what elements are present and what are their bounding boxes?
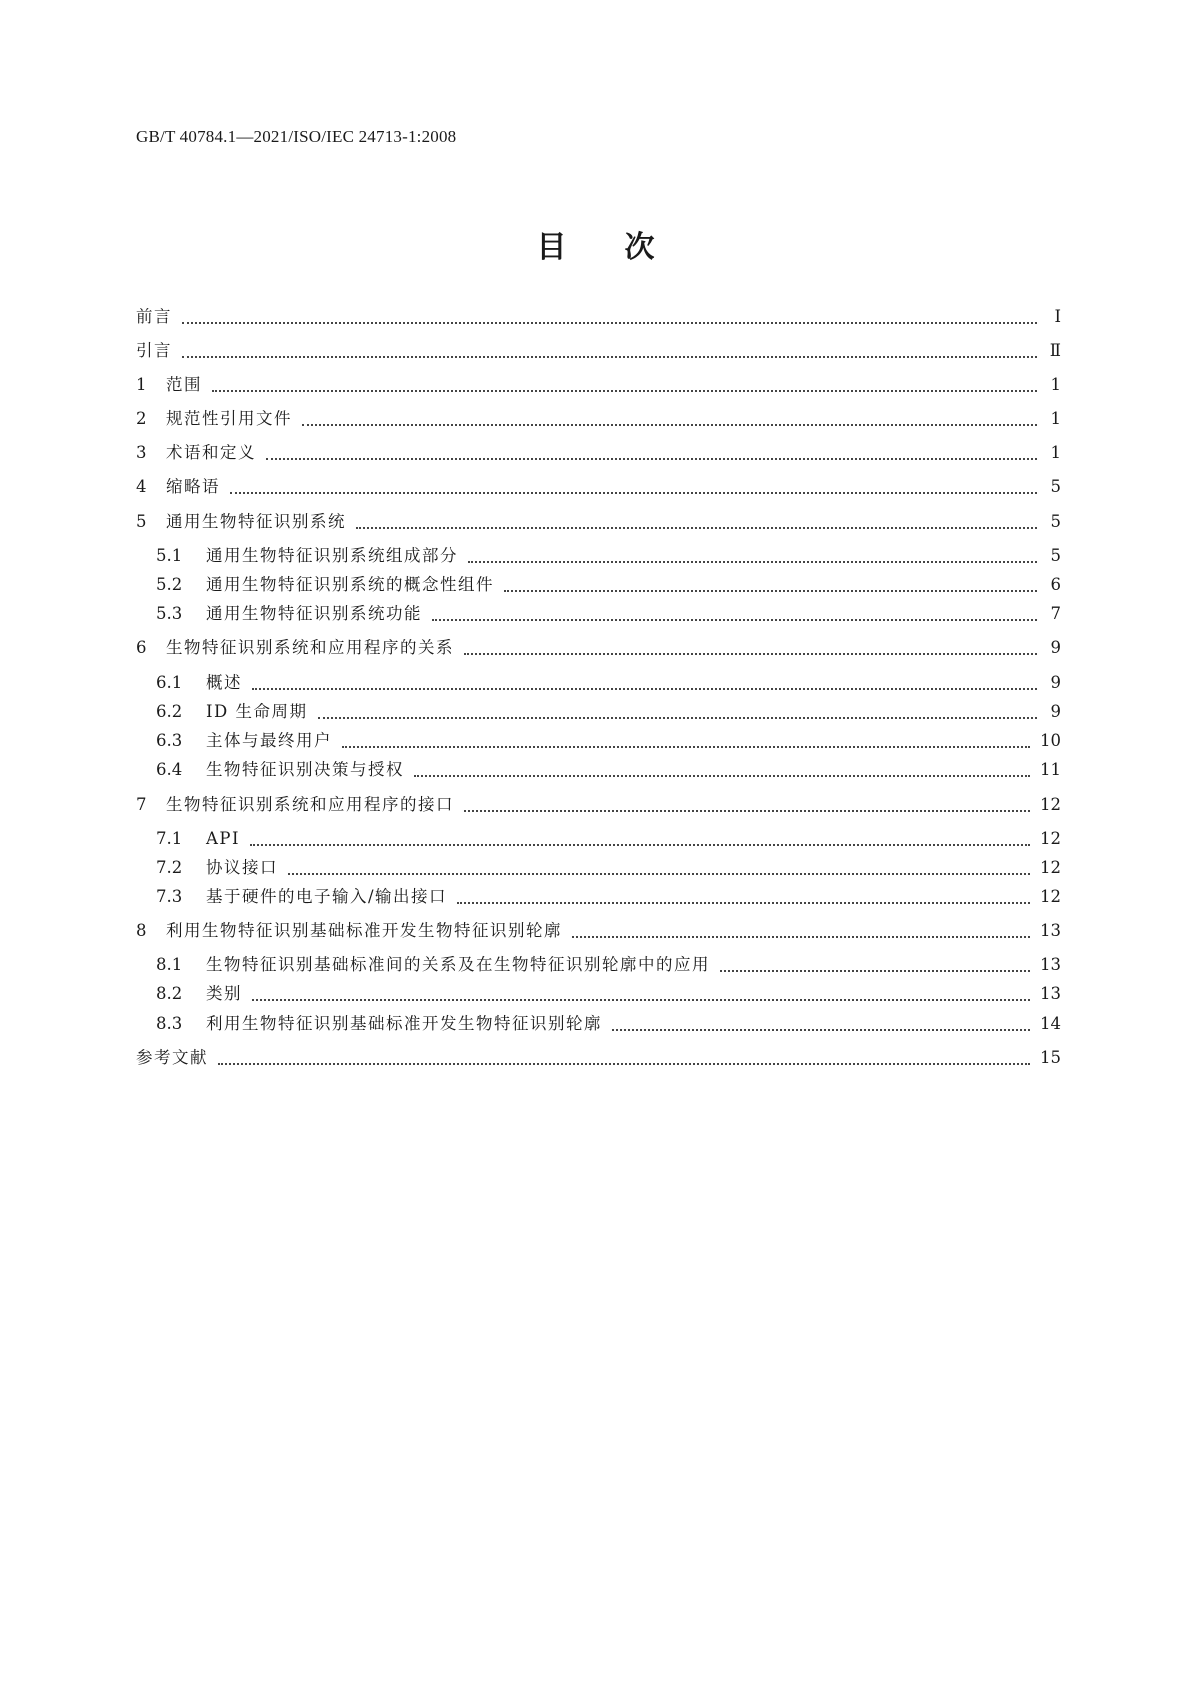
toc-entry-page: 10 [1040,731,1061,750]
toc-entry-title: 利用生物特征识别基础标准开发生物特征识别轮廓 [166,921,562,940]
toc-entry-page: 5 [1050,512,1061,531]
toc-entry-title: 生物特征识别决策与授权 [206,760,404,779]
toc-dot-leader [432,619,1037,621]
toc-entry[interactable] [156,544,1061,568]
toc-dot-leader [318,717,1038,719]
toc-entry-page: Ⅰ [1054,307,1061,326]
toc-entry-number: 5 [136,512,147,531]
toc-entry[interactable] [136,475,1061,499]
toc-entry-page: Ⅱ [1049,341,1061,360]
toc-entry-title: 协议接口 [206,858,278,877]
toc-dot-leader [468,561,1037,563]
toc-entry-number: 6 [136,638,147,657]
toc-dot-leader [250,844,1030,846]
toc-entry-title: API [206,829,241,848]
toc-dot-leader [464,810,1030,812]
toc-dot-leader [356,527,1037,529]
toc-entry-title: 缩略语 [166,477,220,496]
toc-entry-page: 9 [1050,638,1061,657]
toc-entry[interactable] [136,339,1061,363]
toc-entry-title: 参考文献 [136,1048,208,1067]
toc-entry-number: 7.3 [156,887,183,906]
toc-entry-title: 通用生物特征识别系统功能 [206,604,422,623]
toc-entry-title: 通用生物特征识别系统组成部分 [206,546,458,565]
toc-entry-page: 5 [1050,477,1061,496]
toc-entry-number: 7 [136,795,147,814]
toc-entry-number: 5.2 [156,575,183,594]
toc-entry-title: 主体与最终用户 [206,731,332,750]
toc-entry-title: 类别 [206,984,242,1003]
toc-entry-page: 5 [1050,546,1061,565]
toc-dot-leader [182,322,1037,324]
toc-entry[interactable] [156,982,1061,1006]
toc-entry[interactable] [156,1012,1061,1036]
toc-entry-page: 12 [1040,887,1061,906]
toc-entry[interactable] [156,827,1061,851]
toc-entry-number: 6.3 [156,731,183,750]
toc-entry-title: 概述 [206,673,242,692]
toc-entry-number: 8.1 [156,955,183,974]
toc-entry-page: 13 [1040,921,1061,940]
toc-dot-leader [414,775,1030,777]
toc-dot-leader [266,458,1037,460]
toc-entry-page: 13 [1040,984,1061,1003]
toc-entry-number: 8.3 [156,1014,183,1033]
toc-entry[interactable] [136,305,1061,329]
toc-entry-title: 规范性引用文件 [166,409,292,428]
toc-entry-title: ID 生命周期 [206,702,308,721]
toc-entry-page: 15 [1040,1048,1061,1067]
toc-entry[interactable] [156,758,1061,782]
toc-entry[interactable] [136,407,1061,431]
toc-entry[interactable] [156,856,1061,880]
toc-entry-page: 6 [1050,575,1061,594]
toc-entry-page: 14 [1040,1014,1061,1033]
toc-dot-leader [218,1063,1030,1065]
toc-dot-leader [182,356,1037,358]
toc-entry-title: 生物特征识别基础标准间的关系及在生物特征识别轮廓中的应用 [206,955,710,974]
toc-dot-leader [504,590,1037,592]
toc-entry-title: 生物特征识别系统和应用程序的接口 [166,795,454,814]
toc-entry-number: 6.2 [156,702,183,721]
toc-entry-title: 前言 [136,307,172,326]
toc-entry-page: 9 [1050,673,1061,692]
toc-entry-number: 8.2 [156,984,183,1003]
toc-entry-page: 1 [1050,375,1061,394]
toc-entry[interactable] [156,671,1061,695]
toc-dot-leader [252,688,1037,690]
toc-entry-number: 4 [136,477,147,496]
toc-dot-leader [302,424,1037,426]
toc-entry[interactable] [156,885,1061,909]
toc-entry[interactable] [156,700,1061,724]
toc-dot-leader [288,873,1030,875]
toc-entry[interactable] [156,953,1061,977]
toc-entry-title: 术语和定义 [166,443,256,462]
toc-entry[interactable] [136,373,1061,397]
toc-entry-number: 7.2 [156,858,183,877]
toc-entry-number: 2 [136,409,147,428]
toc-dot-leader [464,653,1037,655]
toc-entry-number: 6.1 [156,673,183,692]
toc-entry-title: 范围 [166,375,202,394]
toc-entry-page: 12 [1040,858,1061,877]
toc-entry-page: 12 [1040,829,1061,848]
toc-dot-leader [720,970,1030,972]
toc-dot-leader [612,1029,1030,1031]
toc-entry[interactable] [136,510,1061,534]
toc-dot-leader [252,999,1030,1001]
toc-entry-number: 5.3 [156,604,183,623]
toc-entry-page: 12 [1040,795,1061,814]
toc-entry-number: 3 [136,443,147,462]
title-char-first: 目 [536,230,567,265]
toc-entry-number: 1 [136,375,147,394]
toc-entry-page: 13 [1040,955,1061,974]
toc-entry[interactable] [136,793,1061,817]
toc-entry-title: 利用生物特征识别基础标准开发生物特征识别轮廓 [206,1014,602,1033]
toc-entry-title: 通用生物特征识别系统的概念性组件 [206,575,494,594]
toc-entry-title: 引言 [136,341,172,360]
toc-entry-title: 通用生物特征识别系统 [166,512,346,531]
toc-entry-number: 7.1 [156,829,183,848]
toc-dot-leader [342,746,1030,748]
toc-dot-leader [230,492,1037,494]
toc-entry[interactable] [136,919,1061,943]
toc-entry-number: 6.4 [156,760,183,779]
toc-dot-leader [572,936,1030,938]
toc-dot-leader [212,390,1037,392]
toc-entry[interactable] [136,636,1061,660]
toc-entry-page: 11 [1040,760,1061,779]
toc-entry-title: 基于硬件的电子输入/输出接口 [206,887,448,906]
toc-entry[interactable] [156,602,1061,626]
toc-entry-title: 生物特征识别系统和应用程序的关系 [166,638,454,657]
toc-entry[interactable] [136,441,1061,465]
toc-entry-page: 1 [1050,443,1061,462]
page-title [0,222,1191,266]
toc-entry[interactable] [136,1046,1061,1070]
toc-entry-page: 9 [1050,702,1061,721]
toc-entry[interactable] [156,573,1061,597]
standard-code: GB/T 40784.1—2021/ISO/IEC 24713-1:2008 [136,127,457,146]
toc-entry-number: 5.1 [156,546,183,565]
toc-entry[interactable] [156,729,1061,753]
toc-entry-page: 1 [1050,409,1061,428]
toc-entry-page: 7 [1050,604,1061,623]
title-char-second: 次 [624,230,655,265]
toc-entry-number: 8 [136,921,147,940]
toc-dot-leader [457,902,1030,904]
